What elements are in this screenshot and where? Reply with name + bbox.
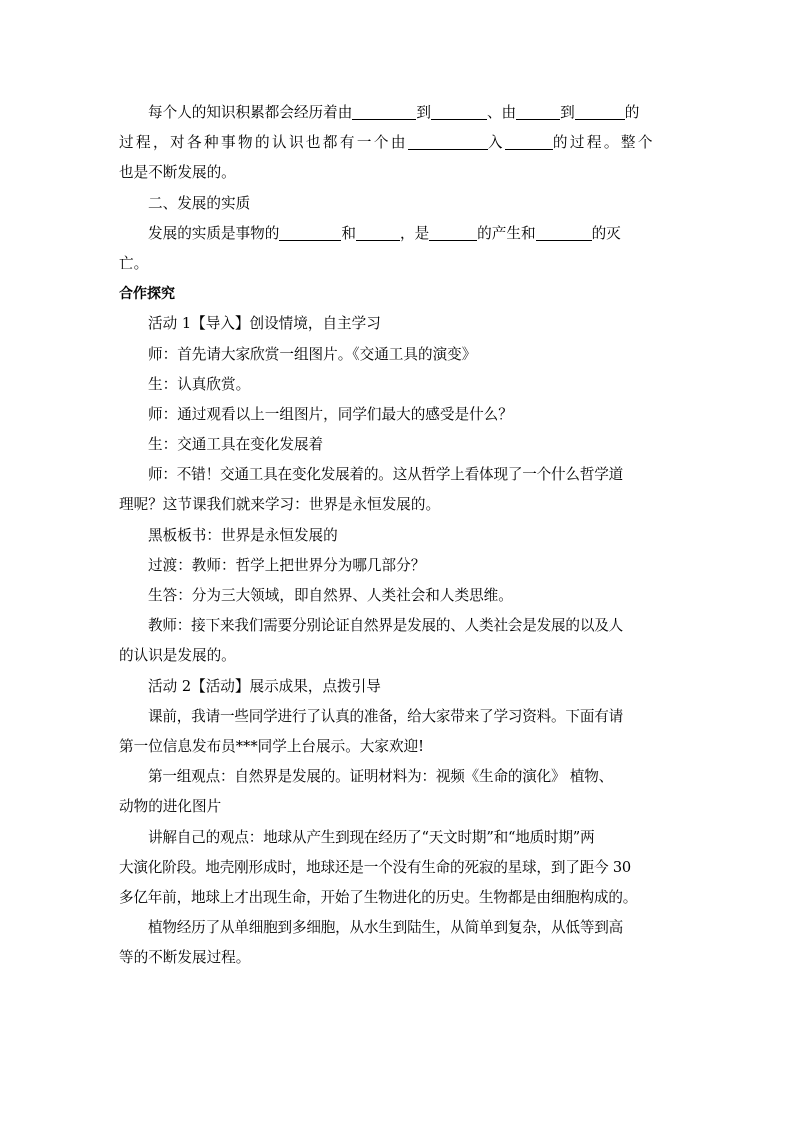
activity-1-heading: 活动 1【导入】创设情境，自主学习 <box>148 315 381 333</box>
text: 每个人的知识积累都会经历着由 <box>148 104 353 121</box>
paragraph-line-continued: 大演化阶段。地壳刚形成时，地球还是一个没有生命的死寂的星球，到了距今 30 <box>119 858 631 876</box>
dialogue-line: 生：交通工具在变化发展着 <box>148 436 324 454</box>
text: ，是 <box>399 224 430 242</box>
paragraph-knowledge-line-2 <box>119 128 675 158</box>
text: 和 <box>341 224 356 242</box>
blackboard-line: 黑板板书：世界是永恒发展的 <box>148 526 338 544</box>
text: 发展的实质是事物的 <box>148 224 280 242</box>
text: 、由 <box>486 104 517 121</box>
dialogue-line: 生：认真欣赏。 <box>148 375 251 393</box>
document-page <box>119 98 675 973</box>
fill-blank[interactable] <box>352 101 416 120</box>
text: 到 <box>416 104 431 121</box>
fill-blank[interactable] <box>279 222 341 241</box>
text: 过程，对各种事物的认识也都有一个由 <box>119 134 408 152</box>
text: 到 <box>560 104 575 121</box>
paragraph-line-continued: 多亿年前，地球上才出现生命，开始了生物进化的历史。生物都是由细胞构成的。 <box>119 888 638 906</box>
dialogue-line: 过渡：教师：哲学上把世界分为哪几部分？ <box>148 556 426 574</box>
cooperate-heading: 合作探究 <box>119 286 175 303</box>
fill-blank[interactable] <box>431 101 487 120</box>
dialogue-line: 师：不错！交通工具在变化发展着的。这从哲学上看体现了一个什么哲学道 <box>148 466 623 484</box>
text: 入 <box>487 134 505 152</box>
paragraph-line-continued: 动物的进化图片 <box>119 798 222 816</box>
section-heading-essence: 二、发展的实质 <box>148 194 251 212</box>
fill-blank[interactable] <box>536 222 592 241</box>
fill-blank[interactable] <box>505 131 553 150</box>
dialogue-line-continued: 的认识是发展的。 <box>119 647 236 665</box>
fill-blank[interactable] <box>575 101 625 120</box>
fill-blank[interactable] <box>516 101 560 120</box>
paragraph-line: 第一组观点：自然界是发展的。证明材料为：视频《生命的演化》 植物、 <box>148 768 614 786</box>
paragraph-essence-line-2: 亡。 <box>119 254 149 272</box>
paragraph-line-continued: 等的不断发展过程。 <box>119 949 251 967</box>
text: 的 <box>624 104 640 121</box>
text: 的过程。整个 <box>552 134 655 152</box>
paragraph-knowledge-line-1 <box>119 98 675 128</box>
dialogue-line-continued: 理呢？这节课我们就来学习：世界是永恒发展的。 <box>119 496 441 514</box>
dialogue-line: 师：通过观看以上一组图片，同学们最大的感受是什么？ <box>148 405 513 423</box>
dialogue-line: 生答：分为三大领域，即自然界、人类社会和人类思维。 <box>148 587 513 604</box>
fill-blank[interactable] <box>429 222 477 241</box>
paragraph-line: 植物经历了从单细胞到多细胞，从水生到陆生，从简单到复杂，从低等到高 <box>148 919 623 937</box>
fill-blank[interactable] <box>408 131 488 150</box>
fill-blank[interactable] <box>356 222 400 241</box>
paragraph-line-continued: 第一位信息发布员***同学上台展示。大家欢迎! <box>119 737 425 755</box>
paragraph-essence-line-1 <box>119 219 675 249</box>
text: 的产生和 <box>477 224 536 242</box>
paragraph-knowledge-line-3: 也是不断发展的。 <box>119 164 236 182</box>
text: 的灭 <box>591 224 621 242</box>
dialogue-line: 教师：接下来我们需要分别论证自然界是发展的、人类社会是发展的以及人 <box>148 617 623 635</box>
paragraph-line: 课前，我请一些同学进行了认真的准备，给大家带来了学习资料。下面有请 <box>148 707 623 725</box>
activity-2-heading: 活动 2【活动】展示成果，点拨引导 <box>148 677 381 695</box>
dialogue-line: 师：首先请大家欣赏一组图片。《交通工具的演变》 <box>148 345 477 363</box>
paragraph-line: 讲解自己的观点：地球从产生到现在经历了“天文时期”和“地质时期”两 <box>148 828 595 846</box>
